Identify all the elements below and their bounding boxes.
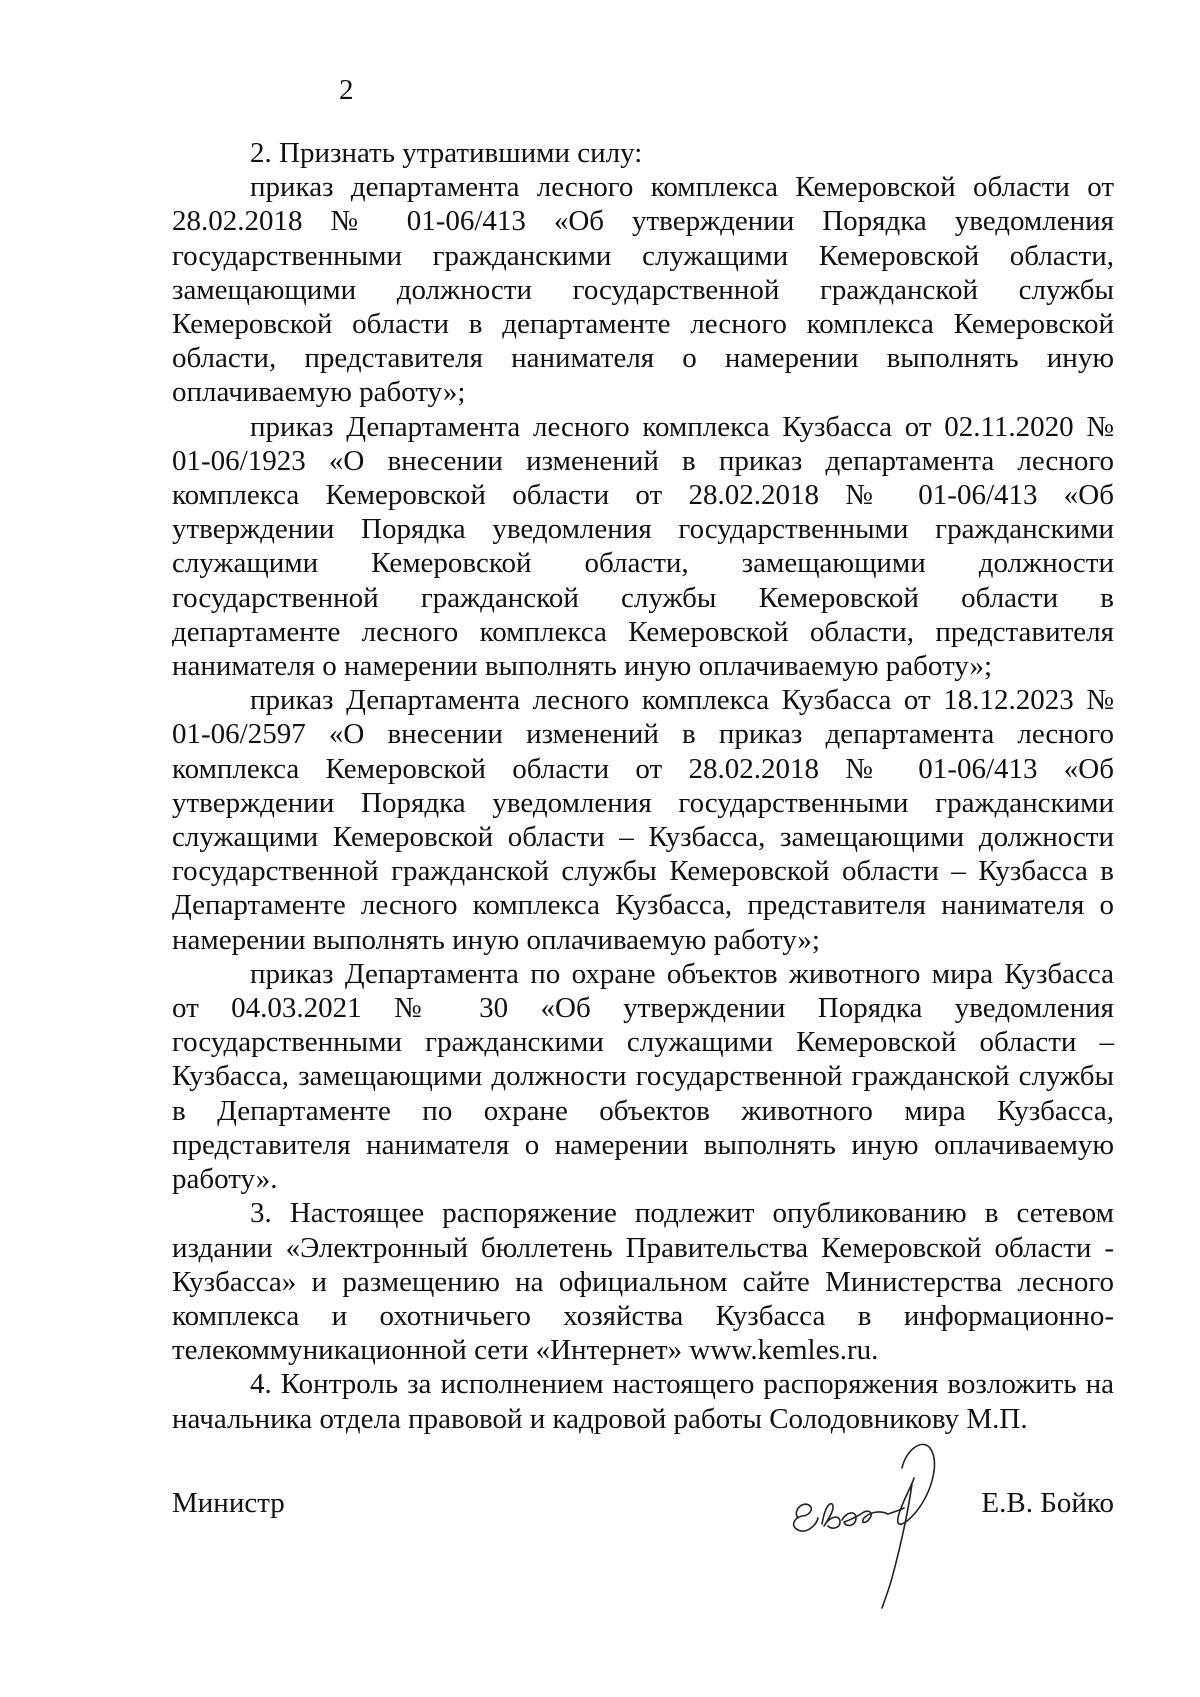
paragraph-item-3: 3. Настоящее распоряжение подлежит опубликованию в сетевом издании «Электронный бюллетень Правительства Кемеровской области - Кузбасса» и размещению на официальном сайте Министерства лесного комплекса и охотничьего хозяйства Кузбасса в информационно-телекоммуникационной сети «Интернет» www.kemles.ru. (172, 1197, 1114, 1367)
paragraph-order-2023: приказ Департамента лесного комплекса Кузбасса от 18.12.2023 № 01-06/2597 «О внесении изменений в приказ департамента лесного комплекса Кемеровской области от 28.02.2018 № 01-06/413 «Об утверждении Порядка уведомления государственными гражданскими служащими Кемеровской области – Кузбасса, замещающими должности государственной гражданской службы Кемеровской области – Кузбасса в Департаменте лесного комплекса Кузбасса, представителя нанимателя о намерении выполнять иную оплачиваемую работу»; (172, 684, 1114, 956)
signatory-name: Е.В. Бойко (981, 1487, 1114, 1519)
signature-block (172, 1420, 1114, 1620)
paragraph-order-2018: приказ департамента лесного комплекса Кемеровской области от 28.02.2018 № 01-06/413 «Об утверждении Порядка уведомления государственными гражданскими служащими Кемеровской области, замещающими должности государственной гражданской службы Кемеровской области в департаменте лесного комплекса Кемеровской области, представителя нанимателя о намерении выполнять иную оплачиваемую работу»; (172, 171, 1114, 409)
signatory-title: Министр (172, 1487, 285, 1519)
paragraph-item-4: 4. Контроль за исполнением настоящего распоряжения возложить на начальника отдела правовой и кадровой работы Солодовникову М.П. (172, 1368, 1114, 1435)
paragraph-item-2-heading: 2. Признать утратившими силу: (250, 137, 643, 169)
paragraph-order-2021: приказ Департамента по охране объектов животного мира Кузбасса от 04.03.2021 № 30 «Об утверждении Порядка уведомления государственными гражданскими служащими Кемеровской области – Кузбасса, замещающими должности государственной гражданской службы в Департаменте по охране объектов животного мира Кузбасса, представителя нанимателя о намерении выполнять иную оплачиваемую работу». (172, 957, 1114, 1196)
handwritten-signature (784, 1420, 994, 1615)
page-number: 2 (339, 74, 354, 106)
document-body (172, 136, 1114, 1436)
paragraph-order-2020: приказ Департамента лесного комплекса Кузбасса от 02.11.2020 № 01-06/1923 «О внесении изменений в приказ департамента лесного комплекса Кемеровской области от 28.02.2018 № 01-06/413 «Об утверждении Порядка уведомления государственными гражданскими служащими Кемеровской области, замещающими должности государственной гражданской службы Кемеровской области в департаменте лесного комплекса Кемеровской области, представителя нанимателя о намерении выполнять иную оплачиваемую работу»; (172, 410, 1114, 683)
